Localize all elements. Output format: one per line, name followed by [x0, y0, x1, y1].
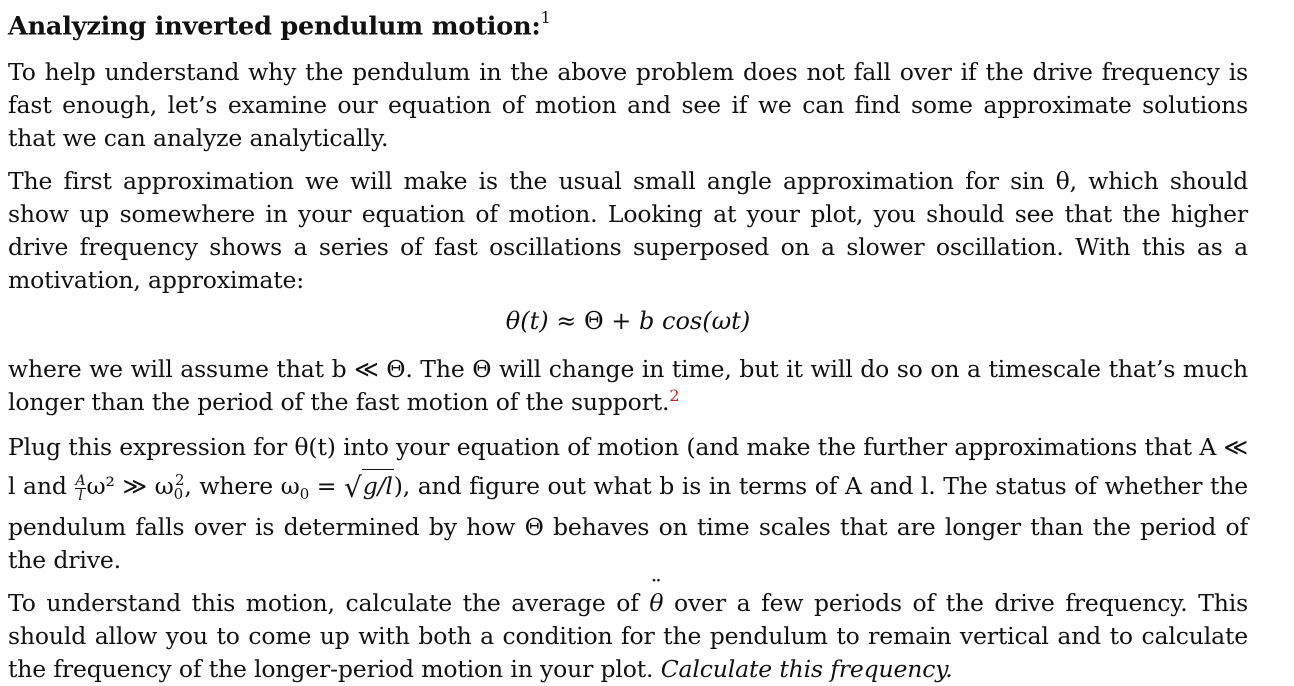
paragraph-approximation: The first approximation we will make is the usual small angle approximation for sin θ, which should show up somewhere in your equation of motion. Looking at your plot, you should see that the higher drive frequency shows a series of fast oscillations superposed on a slower oscillation. With this as a motivation, approximate:: [8, 166, 1248, 294]
theta-double-dot: ¨ θ: [649, 587, 663, 620]
footnote-mark-1: 1: [540, 8, 551, 27]
sqrt-content: g/l: [362, 469, 394, 503]
sqrt-symbol: √: [344, 470, 362, 504]
heading-text: Analyzing inverted pendulum motion:: [8, 11, 541, 42]
fraction-a-over-l: $\frac{A}{l}$: [75, 472, 86, 504]
paragraph-intro: To help understand why the pendulum in the above problem does not fall over if the drive frequency is fast enough, let’s examine our equation of motion and see if we can find some approximate solutions that we can analyze analytically.: [8, 57, 1248, 152]
equation-theta-approx: θ(t) ≈ Θ + b cos(ωt): [505, 306, 751, 335]
paragraph-assumption: where we will assume that b ≪ Θ. The Θ will change in time, but it will do so on a timescale that’s much longer than the period of the fast motion of the support.$^2$: [8, 354, 1248, 416]
emphasis-task: Calculate this frequency.: [660, 654, 953, 683]
section-heading: [8, 3, 1248, 44]
footnote-mark-2: 2: [669, 385, 680, 405]
paragraph-plug-in: Plug this expression for θ(t) into your equation of motion (and make the further approximations that A ≪ l and $\frac{A}{l}$ ω² ≫ $\omega_0^2$, where $\omega_0 = √g/l$), and figure out what b is in terms of A and l. The status of whether the pendulum falls over is determined by how Θ behaves on time scales that are longer than the period of the drive.: [8, 432, 1248, 574]
paragraph-average: To understand this motion, calculate the average of ¨ θ over a few periods of the drive frequency. This should allow you to come up with both a condition for the pendulum to remain vertical and to calculate the frequency of the longer-period motion in your plot. Calculate this frequency.: [8, 587, 1248, 686]
